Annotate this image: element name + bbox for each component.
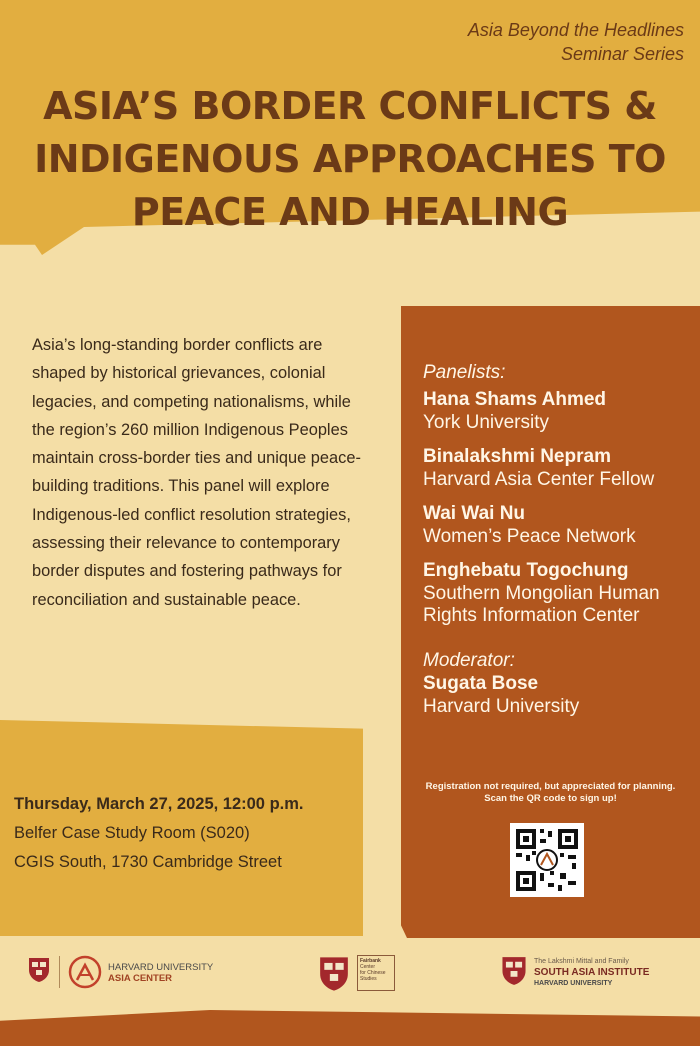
asia-center-wordmark <box>108 962 213 984</box>
series-name <box>468 18 684 66</box>
fairbank-line-2: Center <box>360 964 376 970</box>
asia-center-line-1: HARVARD UNIVERSITY <box>108 962 214 973</box>
qr-code[interactable] <box>510 823 584 897</box>
panelist-affiliation: Women’s Peace Network <box>423 526 636 547</box>
fairbank-wordmark <box>357 955 395 991</box>
asia-center-line-2: ASIA CENTER <box>108 973 173 984</box>
sai-line-1: The Lakshmi Mittal and Family <box>534 958 629 965</box>
footer-band <box>0 1010 700 1046</box>
asia-center-logo-icon <box>68 955 102 989</box>
sai-line-3: HARVARD UNIVERSITY <box>534 980 613 987</box>
panelist-name: Wai Wai Nu <box>423 503 526 524</box>
panelist-affiliation: Harvard Asia Center Fellow <box>423 469 655 490</box>
qr-code-icon <box>510 823 584 897</box>
harvard-shield-icon <box>28 957 50 983</box>
fairbank-line-1: Fairbank <box>360 958 381 964</box>
registration-note <box>401 781 700 805</box>
registration-line-1: Registration not required, but appreciated for planning. <box>425 781 676 792</box>
series-line-2: Seminar Series <box>560 44 684 64</box>
harvard-shield-icon <box>501 956 527 986</box>
event-details <box>14 790 304 877</box>
panelist-name: Enghebatu Togochung <box>423 560 629 581</box>
event-title <box>0 80 700 239</box>
panelist-name: Hana Shams Ahmed <box>423 389 607 410</box>
panelist-name: Binalakshmi Nepram <box>423 446 611 467</box>
title-line-1: ASIA’S BORDER CONFLICTS & <box>43 84 657 128</box>
moderator-affiliation: Harvard University <box>423 696 580 717</box>
event-datetime: Thursday, March 27, 2025, 12:00 p.m. <box>14 795 304 813</box>
title-line-3: PEACE AND HEALING <box>131 190 569 234</box>
fairbank-line-4: Studies <box>360 976 377 982</box>
panelist-affiliation: York University <box>423 412 550 433</box>
registration-line-2: Scan the QR code to sign up! <box>484 793 617 804</box>
sai-line-2: SOUTH ASIA INSTITUTE <box>534 967 650 978</box>
sai-wordmark <box>534 956 649 989</box>
event-description: Asia’s long-standing border conflicts are shaped by historical grievances, colonial legacies, and competing nationalisms, while the region’s 260 million Indigenous Peoples maintain cross-border ties and unique peace-building traditions. This panel will explore Indigenous-led conflict resolution strategies, assessing their relevance to contemporary border disputes and fostering pathways for reconciliation and sustainable peace. <box>32 336 361 609</box>
moderator-name: Sugata Bose <box>423 673 539 694</box>
panelists-label: Panelists: <box>423 362 506 383</box>
panelist-affiliation: Southern Mongolian Human <box>423 583 660 604</box>
series-line-1: Asia Beyond the Headlines <box>467 20 684 40</box>
event-room: Belfer Case Study Room (S020) <box>14 824 250 842</box>
event-address: CGIS South, 1730 Cambridge Street <box>14 853 282 871</box>
logo-divider <box>59 956 60 988</box>
fairbank-line-3: for Chinese <box>360 970 386 976</box>
panelist-affiliation: Rights Information Center <box>423 605 640 626</box>
title-line-2: INDIGENOUS APPROACHES TO <box>34 137 666 181</box>
moderator-label: Moderator: <box>423 650 515 671</box>
harvard-shield-icon <box>318 956 350 992</box>
